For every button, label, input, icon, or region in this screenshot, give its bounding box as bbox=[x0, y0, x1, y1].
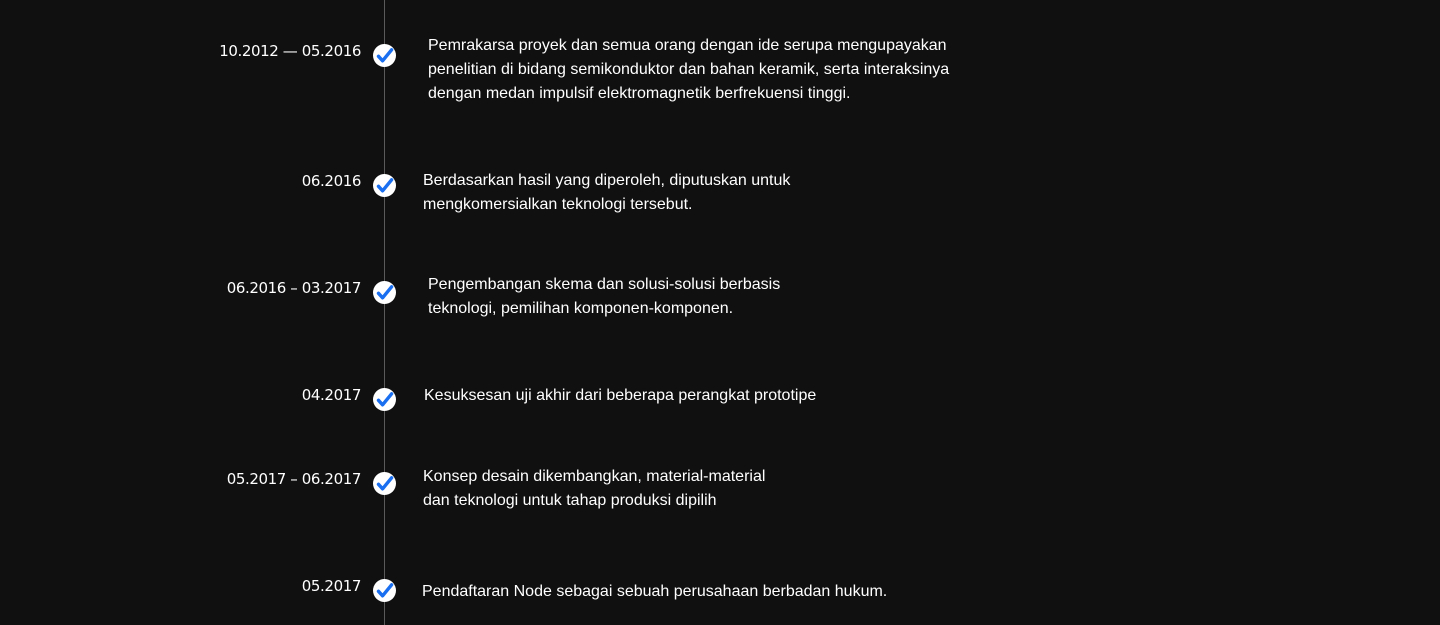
timeline-description: Pemrakarsa proyek dan semua orang dengan ide serupa mengupayakan penelitian di bidang semikonduktor dan bahan keramik, serta interaksinya dengan medan impulsif elektromagnetik berfrekuensi tinggi. bbox=[428, 37, 950, 102]
timeline-description: Pendaftaran Node sebagai sebuah perusahaan berbadan hukum. bbox=[422, 583, 888, 600]
timeline-date: 05.2017 bbox=[301, 577, 361, 595]
timeline-description: Konsep desain dikembangkan, material-material dan teknologi untuk tahap produksi dipilih bbox=[423, 468, 766, 509]
timeline-date: 04.2017 bbox=[301, 386, 361, 404]
timeline-description: Pengembangan skema dan solusi-solusi berbasis teknologi, pemilihan komponen-komponen. bbox=[428, 276, 781, 317]
check-circle-icon bbox=[373, 579, 396, 602]
check-circle-icon bbox=[373, 44, 396, 67]
check-circle-icon bbox=[373, 472, 396, 495]
timeline-description: Berdasarkan hasil yang diperoleh, diputuskan untuk mengkomersialkan teknologi tersebut. bbox=[423, 172, 791, 213]
timeline-date: 06.2016 – 03.2017 bbox=[226, 279, 361, 297]
timeline-description: Kesuksesan uji akhir dari beberapa perangkat prototipe bbox=[424, 387, 817, 404]
timeline-date: 06.2016 bbox=[301, 172, 361, 190]
check-circle-icon bbox=[373, 174, 396, 197]
check-circle-icon bbox=[373, 281, 396, 304]
timeline-axis-line bbox=[384, 0, 385, 625]
timeline-date: 05.2017 – 06.2017 bbox=[226, 470, 361, 488]
check-circle-icon bbox=[373, 388, 396, 411]
timeline-date: 10.2012 — 05.2016 bbox=[219, 42, 361, 60]
